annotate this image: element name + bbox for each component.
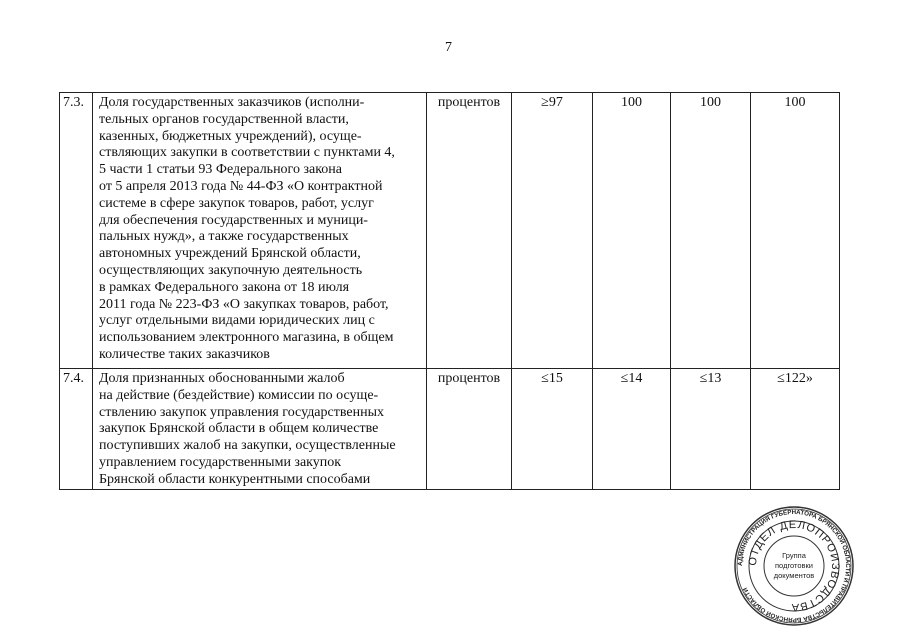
indicator-description-cell [93, 93, 427, 369]
value-cell-1: ≥97 [512, 93, 593, 369]
stamp-inner-text: ОТДЕЛ ДЕЛОПРОИЗВОДСТВА [746, 518, 842, 614]
description-line: Брянской области конкурентными способами [99, 471, 371, 487]
value-cell-3: ≤13 [671, 369, 751, 490]
description-line: Доля признанных обоснованными жалоб [99, 371, 345, 386]
description-line: услуг отдельными видами юридических лиц с [99, 313, 375, 329]
description-line: казенных, бюджетных учреждений), осуще- [99, 128, 362, 144]
description-line: 2011 года № 223-ФЗ «О закупках товаров, работ, [99, 296, 389, 312]
row-number-cell: 7.3. [60, 93, 93, 369]
description-line: осуществляющих закупочную деятельность [99, 262, 363, 278]
value-cell-2: ≤14 [593, 369, 671, 490]
stamp-center-line: документов [773, 571, 815, 580]
description-line: 5 части 1 статьи 93 Федерального закона [99, 162, 342, 178]
stamp-center-line: Группа [782, 551, 806, 560]
indicators-table [59, 92, 840, 490]
value-cell-2: 100 [593, 93, 671, 369]
description-line: системе в сфере закупок товаров, работ, услуг [99, 195, 374, 211]
table-row [60, 369, 840, 490]
unit-cell: процентов [427, 93, 512, 369]
value-cell-3: 100 [671, 93, 751, 369]
indicator-description-cell [93, 369, 427, 490]
department-stamp [733, 505, 855, 627]
description-line: Доля государственных заказчиков (исполни- [99, 95, 365, 110]
description-line: от 5 апреля 2013 года № 44-ФЗ «О контрактной [99, 178, 383, 194]
unit-cell: процентов [427, 369, 512, 490]
description-line: пальных нужд», а также государственных [99, 229, 349, 245]
description-line: управлением государственными закупок [99, 454, 342, 470]
description-line: автономных учреждений Брянской области, [99, 246, 361, 262]
description-line: количестве таких заказчиков [99, 346, 270, 362]
description-line: использованием электронного магазина, в общем [99, 330, 394, 346]
description-line: для обеспечения государственных и муници- [99, 212, 368, 228]
description-line: в рамках Федерального закона от 18 июля [99, 279, 350, 295]
description-line: закупок Брянской области в общем количестве [99, 421, 379, 437]
table-row [60, 93, 840, 369]
description-line: тельных органов государственной власти, [99, 111, 349, 127]
stamp-center-line: подготовки [775, 561, 813, 570]
description-line: на действие (бездействие) комиссии по осуще- [99, 387, 379, 403]
page-number: 7 [445, 40, 452, 55]
row-number-cell: 7.4. [60, 369, 93, 490]
description-line: поступивших жалоб на закупки, осуществленные [99, 438, 396, 454]
description-line: ствлению закупок управления государственных [99, 404, 384, 420]
value-cell-4: 100 [751, 93, 840, 369]
table-body [60, 93, 840, 490]
stamp-outer-text: АДМИНИСТРАЦИЯ ГУБЕРНАТОРА БРЯНСКОЙ ОБЛАСТИ И ПРАВИТЕЛЬСТВА БРЯНСКОЙ ОБЛАСТИ [736, 508, 852, 624]
description-line: ствляющих закупки в соответствии с пунктами 4, [99, 145, 395, 161]
value-cell-1: ≤15 [512, 369, 593, 490]
value-cell-4: ≤122» [751, 369, 840, 490]
